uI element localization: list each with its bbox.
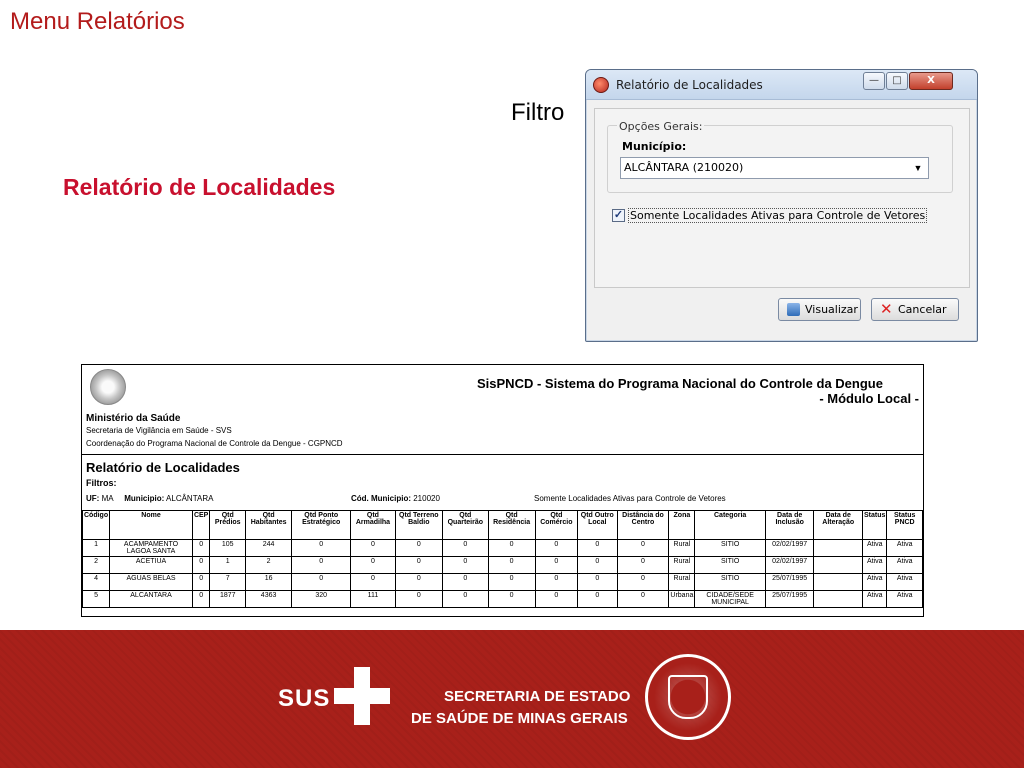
system-subtitle: - Módulo Local - bbox=[819, 391, 919, 406]
view-icon bbox=[787, 303, 800, 316]
app-icon bbox=[593, 77, 609, 93]
table-cell: 4363 bbox=[246, 591, 292, 608]
table-cell: ACETIUA bbox=[110, 557, 193, 574]
table-cell: SITIO bbox=[695, 540, 766, 557]
sus-logo-text: SUS bbox=[278, 685, 331, 712]
column-header: Qtd Habitantes bbox=[246, 511, 292, 540]
table-cell: Ativa bbox=[863, 540, 887, 557]
table-body bbox=[83, 540, 923, 608]
dialog-body bbox=[594, 108, 970, 288]
table-cell: Ativa bbox=[887, 540, 923, 557]
maximize-button[interactable]: □ bbox=[886, 72, 908, 90]
column-header: Código bbox=[83, 511, 110, 540]
table-cell: 0 bbox=[578, 557, 617, 574]
table-cell: 111 bbox=[351, 591, 395, 608]
coordenacao-name: Coordenação do Programa Nacional de Controle da Dengue - CGPNCD bbox=[86, 439, 343, 448]
table-cell: 0 bbox=[535, 574, 577, 591]
table-cell: AGUAS BELAS bbox=[110, 574, 193, 591]
column-header: CEP bbox=[192, 511, 209, 540]
active-only-checkbox[interactable]: ✓ bbox=[613, 209, 624, 221]
secretaria-estado-line1: SECRETARIA DE ESTADO bbox=[444, 688, 631, 705]
slide-title: Menu Relatórios bbox=[10, 8, 185, 35]
table-cell: 25/07/1995 bbox=[765, 591, 814, 608]
column-header: Qtd Comércio bbox=[535, 511, 577, 540]
table-cell: 0 bbox=[192, 591, 209, 608]
table-cell: ALCANTARA bbox=[110, 591, 193, 608]
table-cell: 0 bbox=[351, 574, 395, 591]
column-header: Qtd Armadilha bbox=[351, 511, 395, 540]
table-cell: ACAMPAMENTO LAGOA SANTA bbox=[110, 540, 193, 557]
column-header: Qtd Terreno Baldio bbox=[395, 511, 443, 540]
table-cell: Ativa bbox=[863, 557, 887, 574]
chevron-down-icon[interactable]: ▼ bbox=[913, 163, 923, 173]
table-cell: 7 bbox=[210, 574, 246, 591]
report-title: Relatório de Localidades bbox=[86, 460, 240, 475]
table-cell: 105 bbox=[210, 540, 246, 557]
table-header-row bbox=[83, 511, 923, 540]
table-cell: 1877 bbox=[210, 591, 246, 608]
column-header: Qtd Ponto Estratégico bbox=[292, 511, 351, 540]
table-cell: 0 bbox=[443, 557, 489, 574]
table-cell: 16 bbox=[246, 574, 292, 591]
column-header: Zona bbox=[669, 511, 695, 540]
table-cell: 0 bbox=[488, 591, 535, 608]
report-filters bbox=[82, 458, 923, 508]
cancelar-label: Cancelar bbox=[898, 303, 947, 316]
close-button[interactable]: X bbox=[909, 72, 953, 90]
table-cell: 0 bbox=[617, 557, 669, 574]
table-cell: 4 bbox=[83, 574, 110, 591]
report-header bbox=[82, 365, 923, 455]
column-header: Status PNCD bbox=[887, 511, 923, 540]
minimize-button[interactable]: — bbox=[863, 72, 885, 90]
table-row bbox=[83, 591, 923, 608]
municipio-select[interactable] bbox=[620, 157, 929, 179]
uf-filter: UF: MA Municipio: ALCÂNTARA bbox=[86, 494, 214, 503]
secretaria-name: Secretaria de Vigilância em Saúde - SVS bbox=[86, 426, 232, 435]
minas-gerais-seal-icon bbox=[645, 654, 731, 740]
table-cell: 0 bbox=[395, 574, 443, 591]
column-header: Qtd Outro Local bbox=[578, 511, 617, 540]
column-header: Qtd Quarteirão bbox=[443, 511, 489, 540]
table-cell: 0 bbox=[351, 540, 395, 557]
table-cell: 0 bbox=[578, 574, 617, 591]
column-header: Nome bbox=[110, 511, 193, 540]
table-cell bbox=[814, 540, 863, 557]
visualizar-button[interactable] bbox=[778, 298, 861, 321]
table-cell: 0 bbox=[488, 540, 535, 557]
column-header: Distância do Centro bbox=[617, 511, 669, 540]
column-header: Qtd Residência bbox=[488, 511, 535, 540]
table-cell: 1 bbox=[83, 540, 110, 557]
table-cell: 320 bbox=[292, 591, 351, 608]
close-icon: ✕ bbox=[880, 300, 893, 318]
table-cell: Rural bbox=[669, 574, 695, 591]
column-header: Status bbox=[863, 511, 887, 540]
cancelar-button[interactable] bbox=[871, 298, 959, 321]
visualizar-label: Visualizar bbox=[805, 303, 858, 316]
table-row bbox=[83, 540, 923, 557]
table-cell bbox=[814, 574, 863, 591]
table-cell: Ativa bbox=[887, 591, 923, 608]
coat-of-arms-icon bbox=[90, 369, 126, 405]
table-cell: 0 bbox=[617, 591, 669, 608]
sus-cross-icon bbox=[334, 667, 390, 725]
table-cell: Rural bbox=[669, 540, 695, 557]
secretaria-estado-line2: DE SAÚDE DE MINAS GERAIS bbox=[411, 710, 628, 727]
table-cell: 0 bbox=[488, 557, 535, 574]
footer-banner bbox=[0, 630, 1024, 768]
system-title: SisPNCD - Sistema do Programa Nacional do Controle da Dengue bbox=[477, 376, 883, 391]
table-cell: Ativa bbox=[887, 574, 923, 591]
table-cell: Ativa bbox=[863, 591, 887, 608]
filtro-label: Filtro bbox=[511, 99, 565, 126]
table-cell: Urbana bbox=[669, 591, 695, 608]
municipio-select-value: ALCÂNTARA (210020) bbox=[624, 161, 744, 174]
table-cell: 0 bbox=[395, 540, 443, 557]
table-cell: 0 bbox=[617, 540, 669, 557]
table-cell: 02/02/1997 bbox=[765, 540, 814, 557]
table-cell: 0 bbox=[578, 591, 617, 608]
table-cell bbox=[814, 557, 863, 574]
table-cell: Ativa bbox=[863, 574, 887, 591]
report-preview bbox=[81, 364, 924, 617]
table-cell: 0 bbox=[535, 557, 577, 574]
active-only-label[interactable]: Somente Localidades Ativas para Controle de Vetores bbox=[630, 209, 926, 222]
group-label: Opções Gerais: bbox=[619, 120, 703, 133]
table-cell: 0 bbox=[488, 574, 535, 591]
table-cell: 244 bbox=[246, 540, 292, 557]
table-cell: 0 bbox=[443, 540, 489, 557]
table-cell: 0 bbox=[292, 557, 351, 574]
table-cell: CIDADE/SEDE MUNICIPAL bbox=[695, 591, 766, 608]
table-cell: 0 bbox=[192, 574, 209, 591]
table-cell: Ativa bbox=[887, 557, 923, 574]
table-cell: 0 bbox=[535, 540, 577, 557]
dialog-title: Relatório de Localidades bbox=[616, 78, 763, 92]
table-cell: 0 bbox=[292, 540, 351, 557]
table-cell: 02/02/1997 bbox=[765, 557, 814, 574]
table-row bbox=[83, 557, 923, 574]
table-cell: 0 bbox=[443, 574, 489, 591]
report-dialog bbox=[585, 69, 978, 342]
table-cell: 0 bbox=[535, 591, 577, 608]
table-cell: SITIO bbox=[695, 557, 766, 574]
table-cell: SITIO bbox=[695, 574, 766, 591]
active-only-filter: Somente Localidades Ativas para Controle de Vetores bbox=[534, 494, 726, 503]
report-heading: Relatório de Localidades bbox=[63, 174, 336, 200]
dialog-titlebar[interactable] bbox=[586, 70, 977, 100]
table-cell: 1 bbox=[210, 557, 246, 574]
table-cell: 0 bbox=[351, 557, 395, 574]
table-cell: 5 bbox=[83, 591, 110, 608]
filtros-label: Filtros: bbox=[86, 478, 117, 488]
column-header: Qtd Prédios bbox=[210, 511, 246, 540]
table-cell: 2 bbox=[246, 557, 292, 574]
municipio-label: Município: bbox=[622, 140, 687, 153]
table-cell: 0 bbox=[578, 540, 617, 557]
ministry-name: Ministério da Saúde bbox=[86, 413, 181, 424]
table-cell: 0 bbox=[192, 540, 209, 557]
column-header: Categoria bbox=[695, 511, 766, 540]
cod-municipio-filter: Cód. Municipio: 210020 bbox=[351, 494, 440, 503]
column-header: Data de Alteração bbox=[814, 511, 863, 540]
table-cell bbox=[814, 591, 863, 608]
table-row bbox=[83, 574, 923, 591]
column-header: Data de Inclusão bbox=[765, 511, 814, 540]
table-cell: 0 bbox=[395, 557, 443, 574]
table-cell: 0 bbox=[192, 557, 209, 574]
table-cell: 0 bbox=[617, 574, 669, 591]
table-cell: 25/07/1995 bbox=[765, 574, 814, 591]
table-cell: 0 bbox=[395, 591, 443, 608]
table-cell: Rural bbox=[669, 557, 695, 574]
table-cell: 0 bbox=[443, 591, 489, 608]
localidades-table bbox=[82, 510, 923, 608]
table-cell: 2 bbox=[83, 557, 110, 574]
table-cell: 0 bbox=[292, 574, 351, 591]
